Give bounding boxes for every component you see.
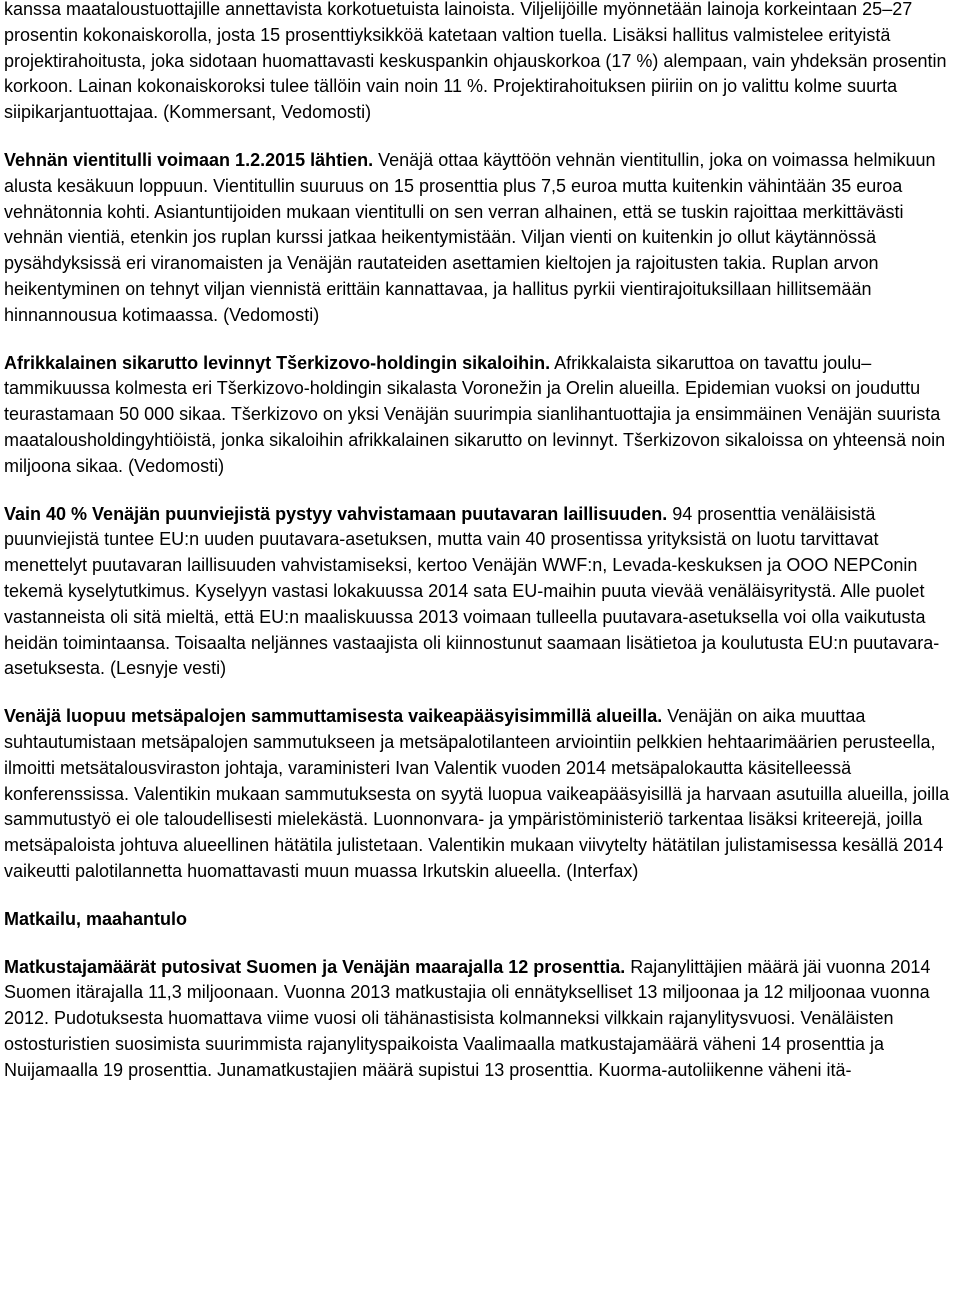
- article-headline: Venäjä luopuu metsäpalojen sammuttamisesta vaikeapääsyisimmillä alueilla.: [4, 706, 663, 727]
- article-headline: Vain 40 % Venäjän puunviejistä pystyy vahvistamaan puutavaran laillisuuden.: [4, 503, 668, 524]
- article-puutavara: [4, 502, 952, 683]
- article-body: Venäjä ottaa käyttöön vehnän vientitullin, joka on voimassa helmikuun alusta kesäkuun loppuun. Vientitullin suuruus on 15 prosenttia plus 7,5 euroa mutta kuitenkin vähintään 35 euroa vehnätonnia kohti. Asiantuntijoiden mukaan vientitulli on sen verran alhainen, että se tuskin rajoittaa merkittävästi vehnän vientiä, etenkin jos ruplan kurssi jatkaa heikentymistään. Viljan vienti on kuitenkin jo ollut käytännössä pysähdyksissä eri viranomaisten ja Venäjän rautateiden asettamien kieltojen ja rajoitusten takia. Ruplan arvon heikentyminen on tehnyt viljan viennistä erittäin kannattavaa, ja hallitus pyrkii vientirajoituksillaan hillitsemään hinnannousua kotimaassa. (Vedomosti): [4, 149, 936, 325]
- article-matkustajamaarat: [4, 955, 952, 1084]
- article-body: Venäjän on aika muuttaa suhtautumistaan metsäpalojen sammutukseen ja metsäpalotilanteen arviointiin pelkkien hehtaarimäärien perusteella, ilmoitti metsätalousviraston johtaja, varaministeri Ivan Valentik vuoden 2014 metsäpalokautta käsitelleessä konferenssissa. Valentikin mukaan sammutuksesta on syytä luopua vaikeapääsyisillä ja harvaan asutuilla alueilla, joilla sammutustyö ei ole taloudellisesti mielekästä. Luonnonvara- ja ympäristöministeriö tarkentaa lisäksi kriteerejä, joilla metsäpaloista johtuva alueellinen hätätila julistetaan. Valentikin mukaan viivytelty hätätilan julistamisessa kesällä 2014 vaikeutti palotilannetta huomattavasti muun muassa Irkutskin alueella. (Interfax): [4, 706, 950, 881]
- article-body: Afrikkalaista sikaruttoa on tavattu joulu–tammikuussa kolmesta eri Tšerkizovo-holdingin sikalasta Voronežin ja Orelin alueilla. Epidemian vuoksi on jouduttu teurastamaan 50 000 sikaa. Tšerkizovo on yksi Venäjän suurimpia sianlihantuottajia ja ensimmäinen Venäjän suurista maatalousholdingyhtiöistä, jonka sikaloihin afrikkalainen sikarutto on levinnyt. Tšerkizovon sikaloissa on yhteensä noin miljoona sikaa. (Vedomosti): [4, 352, 946, 476]
- section-title: Matkailu, maahantulo: [4, 908, 188, 929]
- article-headline: Matkustajamäärät putosivat Suomen ja Venäjän maarajalla 12 prosenttia.: [4, 956, 626, 977]
- intro-paragraph: kanssa maataloustuottajille annettavista korkotuetuista lainoista. Viljelijöille myönnetään lainoja korkeintaan 25–27 prosentin kokonaiskorolla, josta 15 prosenttiyksikköä katetaan valtion tuella. Lisäksi hallitus valmistelee erityistä projektirahoitusta, joka sidotaan huomattavasti keskuspankin ohjauskorkoa (17 %) alempaan, vain yhdeksän prosentin korkoon. Lainan kokonaiskoroksi tulee tällöin vain noin 11 %. Projektirahoituksen piiriin on jo valittu kolme suurta siipikarjantuottajaa. (Kommersant, Vedomosti): [4, 0, 947, 123]
- article-body: Rajanylittäjien määrä jäi vuonna 2014 Suomen itärajalla 11,3 miljoonaan. Vuonna 2013 matkustajia oli ennätykselliset 13 miljoonaa ja 12 miljoonaa vuonna 2012. Pudotuksesta huomattava viime vuosi oli tähänastisista kolmanneksi vilkkain rajanylitysvuosi. Venäläisten ostosturistien suosimista suurimmista rajanylityspaikoista Vaalimaalla matkustajamäärä väheni 14 prosenttia ja Nuijamaalla 19 prosenttia. Junamatkustajien määrä supistui 13 prosenttia. Kuorma-autoliikenne väheni itä-: [4, 956, 931, 1080]
- article-sikarutto: [4, 351, 952, 480]
- article-headline: Afrikkalainen sikarutto levinnyt Tšerkizovo-holdingin sikaloihin.: [4, 352, 551, 373]
- article-body: 94 prosenttia venäläisistä puunviejistä tuntee EU:n uuden puutavara-asetuksen, mutta vain 40 prosentissa yrityksistä on luotu tarvittavat menettelyt puutavaran laillisuuden vahvistamiseksi, kertoo Venäjän WWF:n, Levada-keskuksen ja OOO NEPConin tekemä kyselytutkimus. Kyselyyn vastasi lokakuussa 2014 sata EU-maihin puuta vievää venäläisyritystä. Alle puolet vastanneista oli sitä mieltä, että EU:n maaliskuussa 2013 voimaan tulleella puutavara-asetuksella voi olla vaikutusta heidän toimintaansa. Toisaalta neljännes vastaajista oli kiinnostunut saamaan lisätietoa ja koulutusta EU:n puutavara-asetuksesta. (Lesnyje vesti): [4, 503, 940, 679]
- article-headline: Vehnän vientitulli voimaan 1.2.2015 lähtien.: [4, 149, 374, 170]
- article-vehna: [4, 148, 952, 329]
- article-metsapalot: [4, 704, 952, 885]
